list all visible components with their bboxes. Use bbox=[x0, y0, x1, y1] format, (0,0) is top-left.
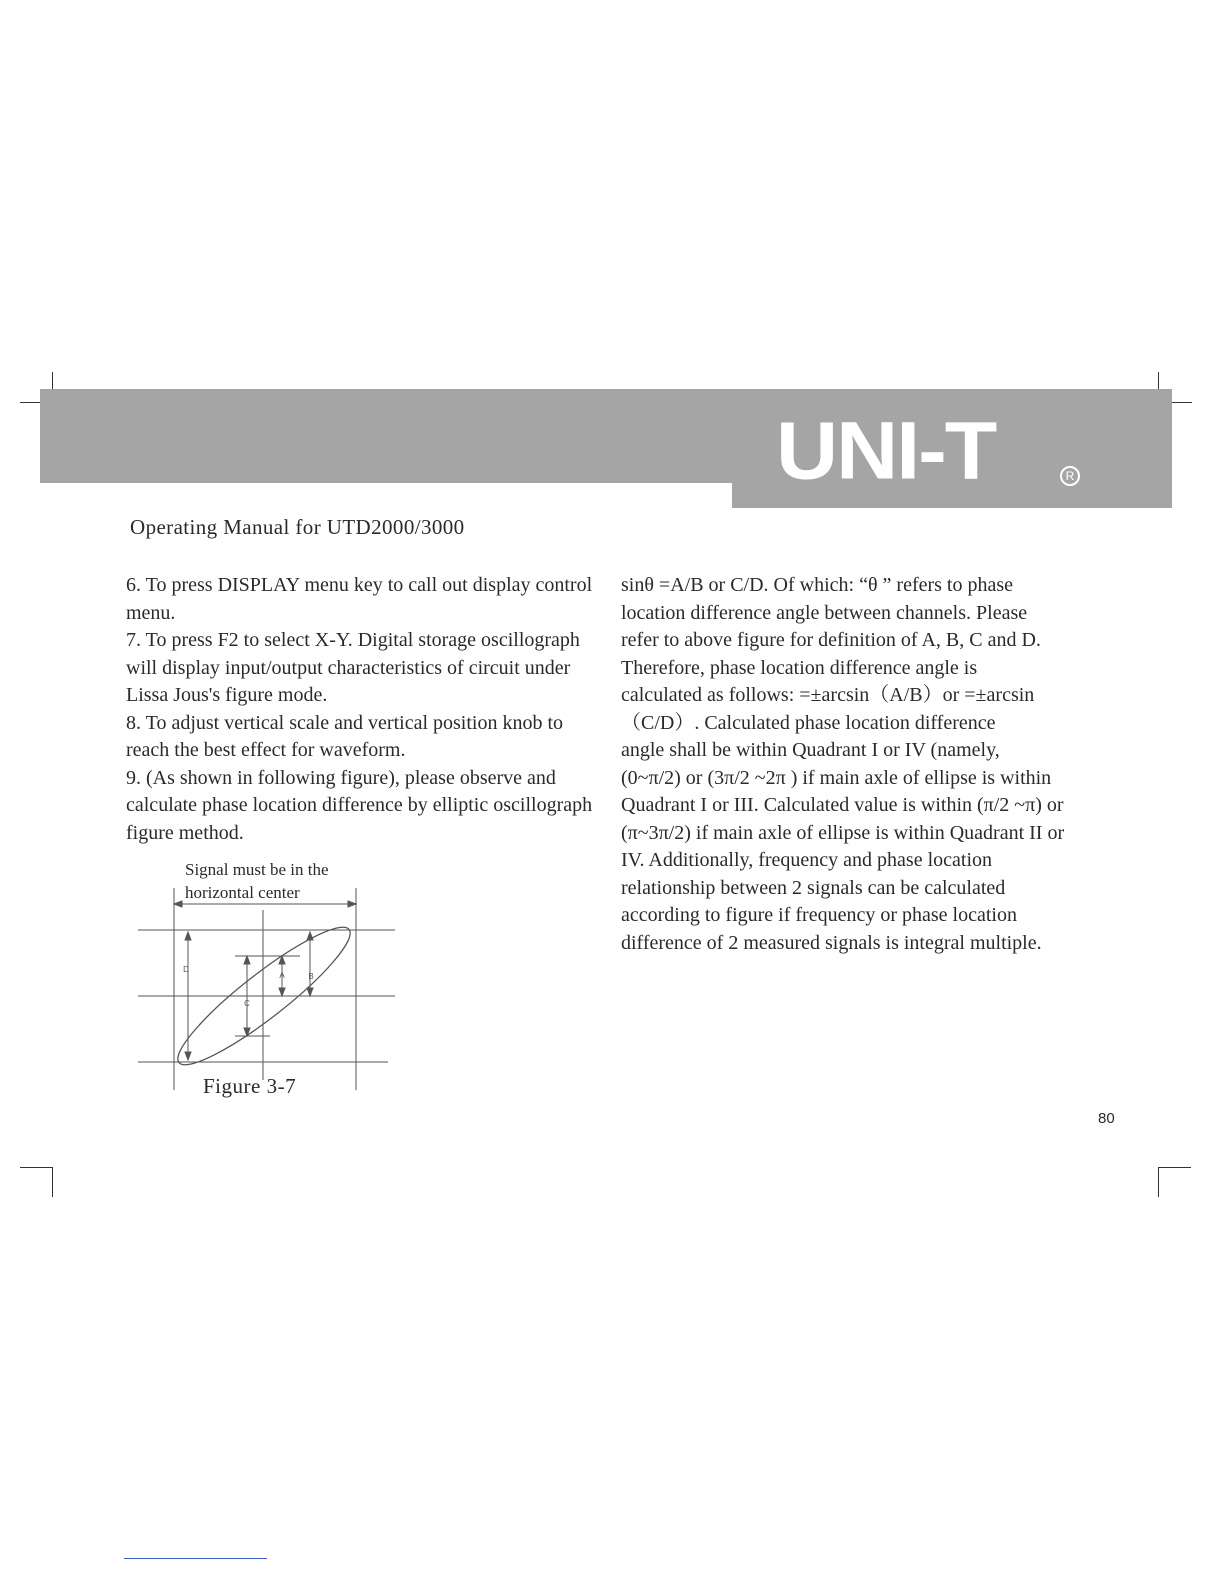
brand-logo: UNI-T bbox=[776, 405, 996, 497]
right-line: IV. Additionally, frequency and phase location bbox=[621, 849, 993, 871]
right-line: calculated as follows: =±arcsin（A/B）or =±arcsin bbox=[621, 684, 1035, 706]
right-line: according to figure if frequency or phase location bbox=[621, 904, 1017, 926]
right-line: sinθ =A/B or C/D. Of which: “θ ” refers to phase bbox=[621, 574, 1014, 596]
footnote-divider bbox=[124, 1558, 267, 1559]
figure-caption-line-2: horizontal center bbox=[185, 883, 300, 902]
right-line: angle shall be within Quadrant I or IV (namely, bbox=[621, 739, 1000, 761]
registered-mark-icon: R bbox=[1060, 466, 1080, 486]
right-line: (0~π/2) or (3π/2 ~2π ) if main axle of ellipse is within bbox=[621, 766, 1052, 789]
ellipse-phase-figure bbox=[130, 880, 410, 1100]
figure-label: Figure 3-7 bbox=[203, 1074, 297, 1098]
right-line: location difference angle between channels. Please bbox=[621, 601, 1028, 624]
crop-mark-bottom-left-v bbox=[52, 1167, 53, 1197]
right-line: （C/D）. Calculated phase location difference bbox=[621, 711, 996, 734]
crop-mark-top-right-h bbox=[1172, 402, 1192, 403]
right-line: Therefore, phase location difference angle is bbox=[621, 656, 978, 679]
paragraph-step-9: 9. (As shown in following figure), please observe and calculate phase location difference by elliptic oscillograph figure method. bbox=[126, 766, 593, 844]
manual-title: Operating Manual for UTD2000/3000 bbox=[130, 515, 465, 539]
crop-mark-bottom-right-v bbox=[1158, 1167, 1159, 1197]
left-column bbox=[126, 572, 606, 847]
right-line: Quadrant I or III. Calculated value is within (π/2 ~π) or bbox=[621, 794, 1064, 816]
label-a: A bbox=[279, 971, 285, 980]
crop-mark-top-right-v bbox=[1158, 372, 1159, 390]
crop-mark-top-left-v bbox=[52, 372, 53, 390]
label-c: C bbox=[244, 999, 250, 1008]
figure-caption-line-1: Signal must be in the bbox=[185, 860, 329, 879]
paragraph-step-8: 8. To adjust vertical scale and vertical position knob to reach the best effect for waveform. bbox=[126, 711, 564, 761]
label-d: D bbox=[183, 965, 189, 974]
label-b: B bbox=[308, 972, 314, 981]
right-line: refer to above figure for definition of A, B, C and D. bbox=[621, 629, 1041, 651]
right-line: (π~3π/2) if main axle of ellipse is within Quadrant II or bbox=[621, 821, 1065, 844]
page-number: 80 bbox=[1098, 1110, 1115, 1127]
right-line: difference of 2 measured signals is integral multiple. bbox=[621, 931, 1042, 954]
crop-mark-bottom-left-h bbox=[20, 1167, 53, 1168]
paragraph-step-6: 6. To press DISPLAY menu key to call out display control menu. bbox=[126, 574, 593, 624]
paragraph-step-7: 7. To press F2 to select X-Y. Digital storage oscillograph will display input/output characteristics of circuit under Lissa Jous's figure mode. bbox=[126, 629, 580, 706]
crop-mark-top-left-h bbox=[20, 402, 40, 403]
crop-mark-bottom-right-h bbox=[1158, 1167, 1191, 1168]
right-column bbox=[621, 572, 1101, 957]
right-line: relationship between 2 signals can be calculated bbox=[621, 876, 1006, 899]
